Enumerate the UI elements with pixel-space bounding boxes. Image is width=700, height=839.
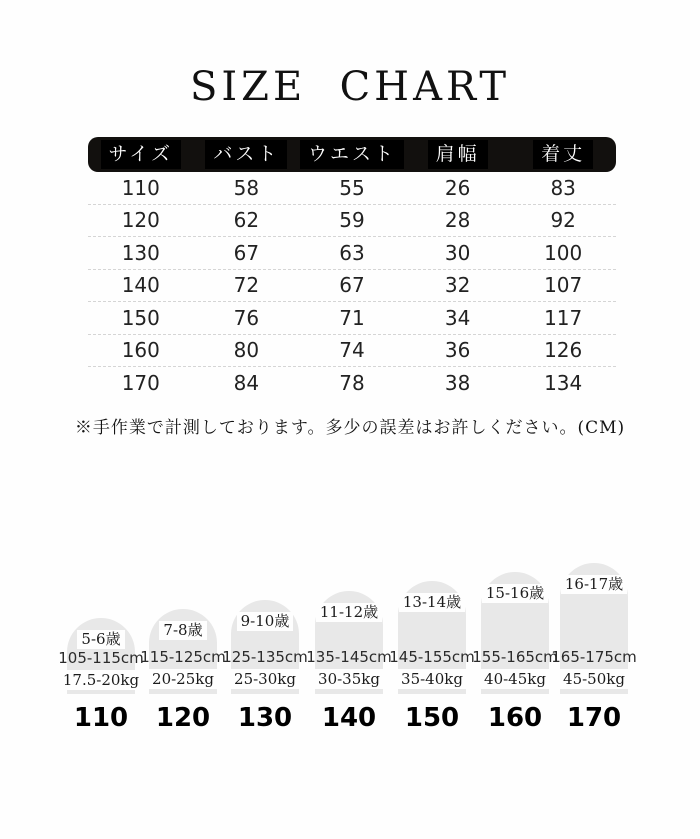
size-guide-item xyxy=(60,618,142,733)
cell-size: 110 xyxy=(121,175,160,200)
cell-size: 150 xyxy=(121,305,160,330)
weight-range-label: 40-45kg xyxy=(479,669,551,689)
age-range-label: 13-14歳 xyxy=(399,593,465,612)
weight-range-label: 17.5-20kg xyxy=(58,670,144,690)
age-range-label: 7-8歳 xyxy=(159,621,206,640)
cell-length: 126 xyxy=(544,338,583,363)
age-range-label: 11-12歳 xyxy=(316,603,382,622)
header-cell xyxy=(194,137,300,172)
table-row xyxy=(88,237,616,270)
age-range-label: 15-16歳 xyxy=(482,584,548,603)
cell-bust: 72 xyxy=(233,273,260,298)
cell-waist: 74 xyxy=(339,338,365,363)
arch-shape xyxy=(472,572,558,694)
header-cell xyxy=(405,137,511,172)
height-range-label: 155-165cm xyxy=(472,648,558,666)
cell-length: 100 xyxy=(544,240,583,265)
cell-waist: 71 xyxy=(339,305,365,330)
weight-range-label: 25-30kg xyxy=(229,669,301,689)
cell-shoulder: 38 xyxy=(444,370,471,395)
cell-waist: 59 xyxy=(339,208,365,233)
height-range-label: 165-175cm xyxy=(551,648,637,666)
arch-shape xyxy=(58,618,144,694)
column-header-waist: ウエスト xyxy=(300,140,404,169)
height-range-label: 105-115cm xyxy=(58,649,144,667)
cell-waist: 55 xyxy=(339,175,365,200)
weight-range-label: 45-50kg xyxy=(558,669,630,689)
weight-range-label: 30-35kg xyxy=(313,669,385,689)
cell-shoulder: 30 xyxy=(444,240,471,265)
column-header-length: 着丈 xyxy=(533,140,593,169)
column-header-size: サイズ xyxy=(101,140,181,169)
cell-length: 117 xyxy=(544,305,583,330)
header-cell xyxy=(88,137,194,172)
size-guide-item xyxy=(224,600,306,733)
table-header-row xyxy=(88,137,616,172)
cell-bust: 58 xyxy=(233,175,260,200)
header-cell xyxy=(299,137,405,172)
cell-size: 140 xyxy=(121,273,160,298)
weight-range-label: 20-25kg xyxy=(147,669,219,689)
height-range-label: 135-145cm xyxy=(306,648,392,666)
cell-size: 160 xyxy=(121,338,160,363)
column-header-bust: バスト xyxy=(205,140,287,169)
cell-length: 107 xyxy=(544,273,583,298)
cell-shoulder: 34 xyxy=(444,305,471,330)
cell-waist: 78 xyxy=(339,370,365,395)
table-row xyxy=(88,367,616,399)
size-number: 110 xyxy=(73,703,129,733)
age-range-label: 16-17歳 xyxy=(561,575,627,594)
arch-shape xyxy=(222,600,308,694)
table-row xyxy=(88,302,616,335)
cell-shoulder: 32 xyxy=(444,273,471,298)
table-row xyxy=(88,172,616,205)
cell-waist: 67 xyxy=(339,273,365,298)
cell-bust: 67 xyxy=(233,240,260,265)
cell-size: 120 xyxy=(121,208,160,233)
age-range-label: 9-10歳 xyxy=(237,612,294,631)
table-row xyxy=(88,270,616,303)
cell-bust: 62 xyxy=(233,208,260,233)
size-guide-item xyxy=(474,572,556,733)
size-number: 160 xyxy=(487,703,543,733)
table-row xyxy=(88,205,616,238)
cell-waist: 63 xyxy=(339,240,365,265)
cell-bust: 76 xyxy=(233,305,260,330)
age-range-label: 5-6歳 xyxy=(77,630,124,649)
size-number: 140 xyxy=(321,703,377,733)
cell-size: 130 xyxy=(121,240,160,265)
size-number: 170 xyxy=(566,703,622,733)
cell-shoulder: 28 xyxy=(444,208,471,233)
cell-length: 92 xyxy=(550,208,576,233)
size-guide-item xyxy=(308,591,390,733)
size-number: 150 xyxy=(404,703,460,733)
size-guide-item xyxy=(553,563,635,733)
cell-size: 170 xyxy=(121,370,160,395)
size-table-body xyxy=(88,172,616,399)
arch-shape xyxy=(389,581,475,694)
cell-bust: 80 xyxy=(233,338,260,363)
size-number: 120 xyxy=(155,703,211,733)
arch-shape xyxy=(551,563,637,694)
size-guide-item xyxy=(142,609,224,733)
cell-shoulder: 36 xyxy=(444,338,471,363)
measurement-note: ※手作業で計測しております。多少の誤差はお許しください。(CM) xyxy=(74,418,626,438)
size-number: 130 xyxy=(237,703,293,733)
arch-shape xyxy=(306,591,392,694)
page-title: SIZE CHART xyxy=(189,64,511,110)
cell-length: 134 xyxy=(544,370,583,395)
cell-length: 83 xyxy=(550,175,576,200)
table-row xyxy=(88,335,616,368)
weight-range-label: 35-40kg xyxy=(396,669,468,689)
height-range-label: 125-135cm xyxy=(222,648,308,666)
size-guide-item xyxy=(391,581,473,733)
cell-bust: 84 xyxy=(233,370,260,395)
height-range-label: 145-155cm xyxy=(389,648,475,666)
height-range-label: 115-125cm xyxy=(140,648,226,666)
header-cell xyxy=(510,137,616,172)
column-header-shoulder: 肩幅 xyxy=(428,140,488,169)
arch-shape xyxy=(140,609,226,694)
cell-shoulder: 26 xyxy=(444,175,471,200)
